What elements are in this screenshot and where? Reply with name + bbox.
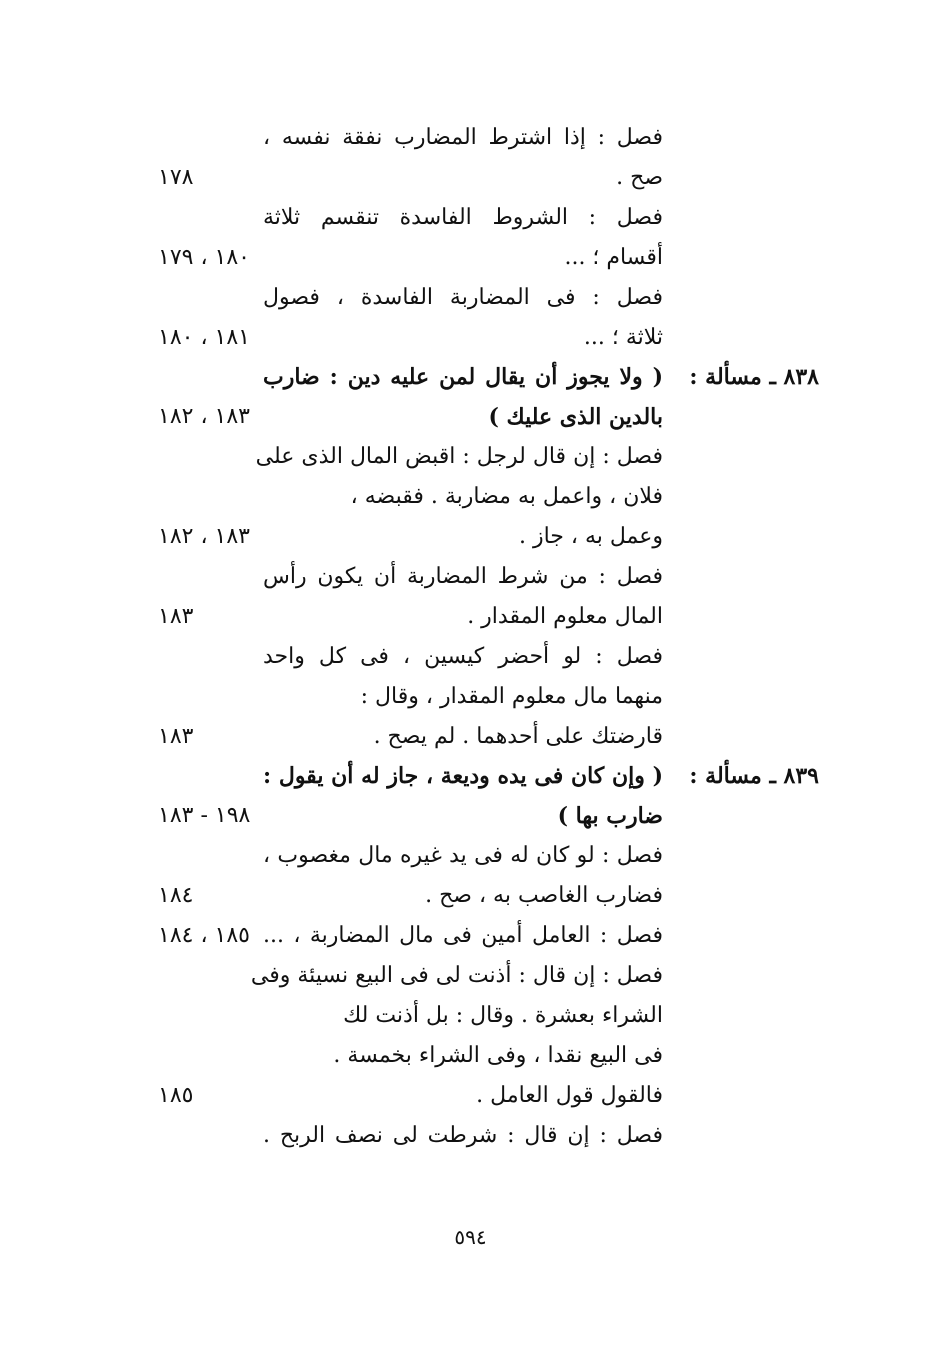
page-reference: ١٨٠ ، ١٧٩ <box>158 244 250 270</box>
entry-text: فصل : فى المضاربة الفاسدة ، فصول <box>263 284 663 310</box>
entry-text: فصل : من شرط المضاربة أن يكون رأس <box>263 563 663 589</box>
issue-heading-text: بالدين الذى عليك ) <box>488 404 663 431</box>
entry-text: قارضتك على أحدهما . لم يصح . <box>373 723 663 749</box>
index-line <box>0 597 941 637</box>
page-reference: ١٨٣ <box>158 603 194 629</box>
index-line <box>0 198 941 238</box>
page-reference: ١٧٨ <box>158 164 194 190</box>
index-line <box>0 278 941 318</box>
entry-text: فصل : إذا اشترط المضارب نفقة نفسه ، <box>263 125 663 150</box>
index-line <box>0 357 941 397</box>
entry-text: فصل : إن قال : شرطت لى نصف الربح . <box>263 1122 663 1148</box>
index-line <box>0 437 941 477</box>
entry-text: وعمل به ، جاز . <box>518 524 663 549</box>
index-line <box>0 677 941 717</box>
page-reference: ١٨٣ <box>158 723 194 749</box>
index-line <box>0 717 941 757</box>
entry-text: المال معلوم المقدار . <box>467 603 663 629</box>
index-line <box>0 836 941 876</box>
entry-text: فلان ، واعمل به مضاربة . فقبضه ، <box>350 484 663 510</box>
issue-heading-text: ( وإن كان فى يده وديعة ، جاز له أن يقول : <box>263 763 663 790</box>
index-line <box>0 517 941 557</box>
entry-text: فصل : لو أحضر كيسين ، فى كل واحد <box>263 643 663 669</box>
page-reference: ١٨٣ ، ١٨٢ <box>158 524 250 549</box>
issue-heading-text: ( ولا يجوز أن يقال لمن عليه دين : ضارب <box>263 364 663 391</box>
page-reference: ١٨٥ <box>158 1082 194 1108</box>
issue-number-label: ٨٣٩ ـ مسألة : <box>689 763 819 790</box>
entry-text: أقسام ؛ ... <box>564 244 663 270</box>
entry-text: ثلاثة ؛ ... <box>583 324 663 350</box>
entry-text: فالقول قول العامل . <box>476 1082 663 1108</box>
page-reference: ١٨٤ <box>158 883 194 909</box>
index-line <box>0 238 941 278</box>
index-line <box>0 118 941 158</box>
index-line <box>0 397 941 437</box>
entry-text: فصل : إن قال لرجل : اقبض المال الذى على <box>255 444 663 470</box>
index-line <box>0 1076 941 1116</box>
entry-text: منهما مال معلوم المقدار ، وقال : <box>360 683 663 709</box>
entry-text: فصل : إن قال : أذنت لى فى البيع نسيئة وفى <box>250 962 663 988</box>
index-line <box>0 1116 941 1156</box>
page-number: ٥٩٤ <box>454 1225 487 1249</box>
page-reference: ١٨٥ ، ١٨٤ <box>158 923 250 948</box>
index-line <box>0 158 941 198</box>
issue-number-label: ٨٣٨ ـ مسألة : <box>689 364 819 391</box>
index-line <box>0 756 941 796</box>
issue-heading-text: ضارب بها ) <box>557 803 663 830</box>
index-line <box>0 477 941 517</box>
entry-text: فصل : العامل أمين فى مال المضاربة ، ... <box>263 923 663 948</box>
index-line <box>0 876 941 916</box>
entry-text: صح . <box>616 164 663 190</box>
page-reference: ١٩٨ - ١٨٣ <box>158 803 251 829</box>
entry-text: فى البيع نقدا ، وفى الشراء بخمسة . <box>333 1042 663 1068</box>
index-line <box>0 956 941 996</box>
entry-text: فضارب الغاصب به ، صح . <box>425 883 663 909</box>
index-line <box>0 1036 941 1076</box>
index-line <box>0 637 941 677</box>
index-line <box>0 557 941 597</box>
index-line <box>0 318 941 358</box>
entry-text: فصل : الشروط الفاسدة تنقسم ثلاثة <box>263 204 663 230</box>
entry-text: الشراء بعشرة . وقال : بل أذنت لك <box>343 1002 663 1028</box>
entry-text: فصل : لو كان له فى يد غيره مال مغصوب ، <box>263 843 663 869</box>
index-line <box>0 796 941 836</box>
page-reference: ١٨٣ ، ١٨٢ <box>158 404 250 430</box>
index-line <box>0 916 941 956</box>
page-reference: ١٨١ ، ١٨٠ <box>158 324 250 350</box>
index-line <box>0 996 941 1036</box>
